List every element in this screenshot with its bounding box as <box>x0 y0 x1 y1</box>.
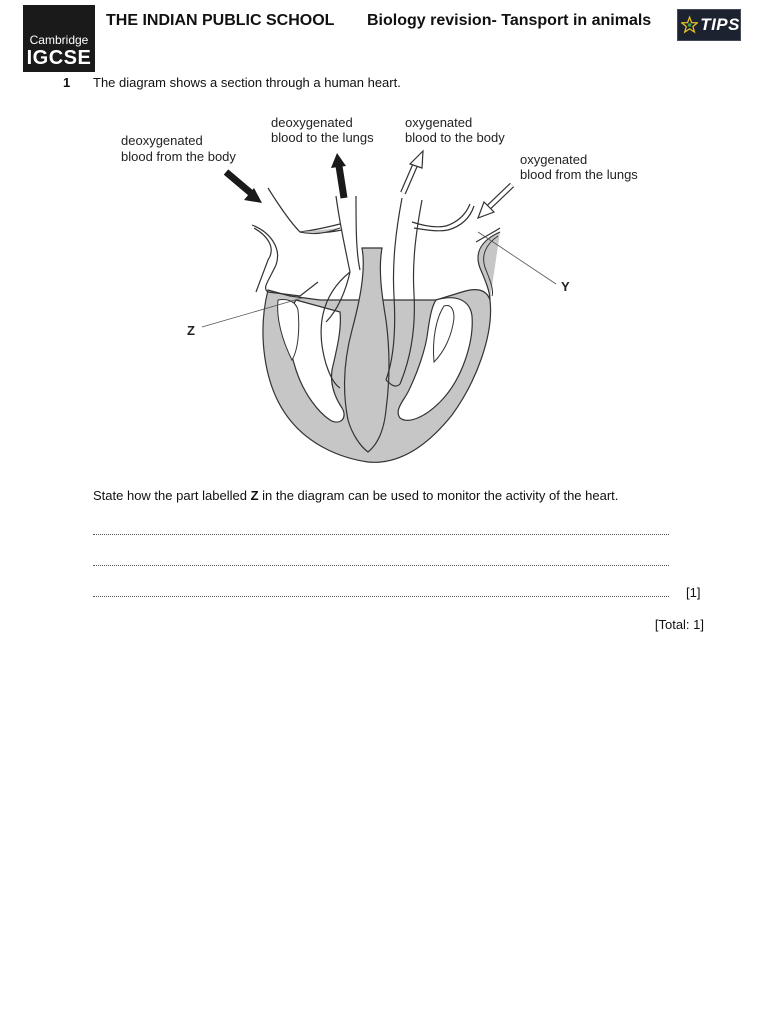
school-name: THE INDIAN PUBLIC SCHOOL <box>106 12 335 29</box>
heart-section-diagram <box>0 0 768 480</box>
answer-line-1[interactable] <box>93 534 669 535</box>
worksheet-title: Biology revision- Tansport in animals <box>367 12 652 29</box>
label-oxy-body-line1: oxygenated <box>405 115 473 130</box>
question-number: 1 <box>63 75 71 90</box>
answer-line-2[interactable] <box>93 565 669 566</box>
label-y: Y <box>561 279 570 294</box>
label-deoxy-body-line1: deoxygenated <box>121 133 203 148</box>
left-atrium-wall <box>478 232 500 300</box>
total-marks: [Total: 1] <box>654 617 704 632</box>
arrow-deoxygenated-out-icon <box>331 153 346 198</box>
label-deoxy-lungs-line1: deoxygenated <box>271 115 353 130</box>
logo-igcse-text: IGCSE <box>26 47 92 69</box>
prompt-text-before: State how the part labelled <box>93 488 251 503</box>
marks-label: [1] <box>686 585 701 600</box>
answer-line-3[interactable] <box>93 596 669 597</box>
arrow-oxygenated-in-icon <box>478 185 512 218</box>
pulmonary-vein <box>412 204 474 231</box>
question-prompt <box>93 488 618 503</box>
arrow-oxygenated-out-icon <box>403 151 423 193</box>
prompt-label-z: Z <box>250 488 259 503</box>
label-oxy-lungs-line1: oxygenated <box>520 152 588 167</box>
prompt-text-after: in the diagram can be used to monitor the activity of the heart. <box>258 488 619 503</box>
logo-cambridge-text: Cambridge <box>29 33 89 47</box>
septum <box>345 248 389 452</box>
label-deoxy-body-line2: blood from the body <box>121 149 236 164</box>
label-oxy-body-line2: blood to the body <box>405 130 505 145</box>
tips-logo-text: TIPS <box>700 15 740 34</box>
right-atrium-wall <box>252 225 318 296</box>
label-z: Z <box>187 323 195 338</box>
question-text: The diagram shows a section through a human heart. <box>93 75 401 90</box>
label-deoxy-lungs-line2: blood to the lungs <box>271 130 374 145</box>
arrow-deoxygenated-in-icon <box>226 172 262 203</box>
vena-cava <box>268 188 342 233</box>
label-oxy-lungs-line2: blood from the lungs <box>520 167 638 182</box>
